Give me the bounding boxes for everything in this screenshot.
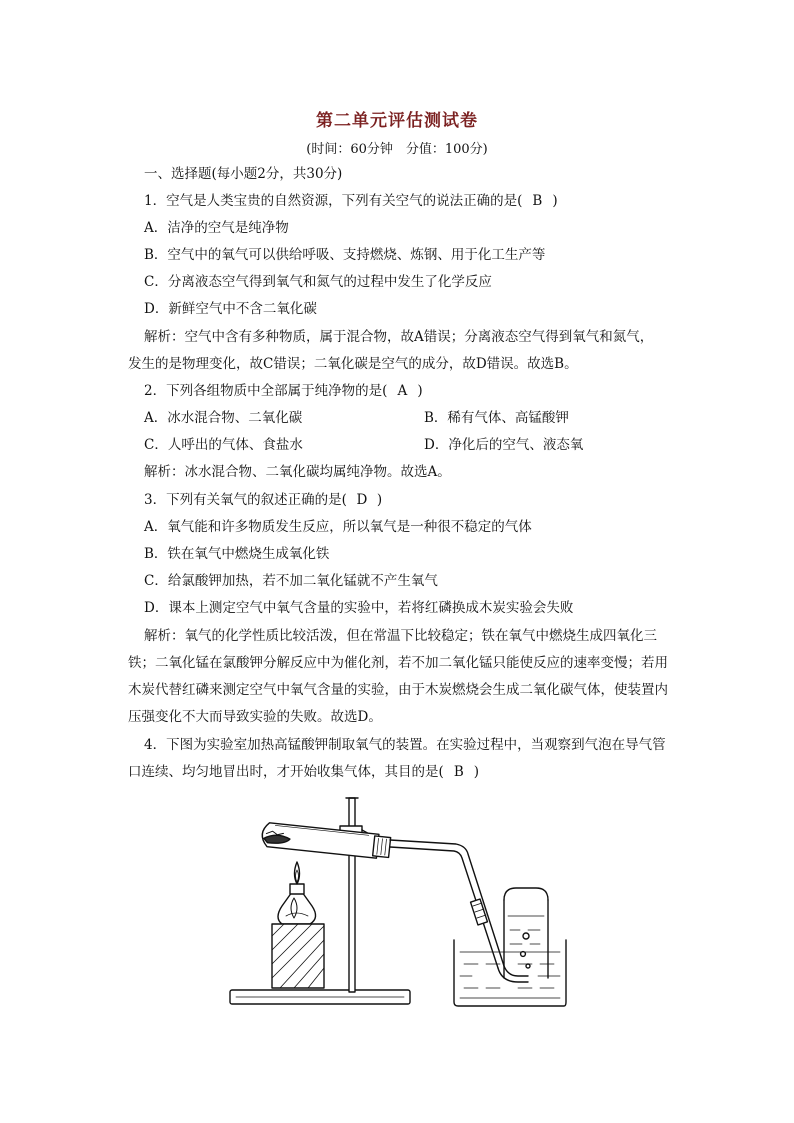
question-3-option-b: B．铁在氧气中燃烧生成氧化铁 [144, 546, 330, 562]
question-3-option-c: C．给氯酸钾加热，若不加二氧化锰就不产生氧气 [144, 573, 438, 589]
question-2-option-a: A．冰水混合物、二氧化碳 [144, 410, 303, 426]
question-1-option-a: A．洁净的空气是纯净物 [144, 220, 289, 236]
oxygen-preparation-apparatus-icon [228, 790, 568, 1010]
question-answer: B [532, 193, 543, 209]
question-1-option-d: D．新鲜空气中不含二氧化碳 [144, 301, 317, 317]
question-3-analysis-line: 解析：氧气的化学性质比较活泼，但在常温下比较稳定；铁在氧气中燃烧生成四氧化三 [144, 628, 657, 644]
question-answer: A [397, 383, 408, 399]
question-answer: B [453, 764, 464, 780]
question-3-option-d: D．课本上测定空气中氧气含量的实验中，若将红磷换成木炭实验会失败 [144, 600, 574, 616]
page-title: 第二单元评估测试卷 [316, 111, 478, 131]
question-2-option-b: B．稀有气体、高锰酸钾 [424, 410, 569, 426]
question-1-option-b: B．空气中的氧气可以供给呼吸、支持燃烧、炼钢、用于化工生产等 [144, 247, 546, 263]
question-stem-text: 口连续、均匀地冒出时，才开始收集气体，其目的是( [128, 764, 444, 780]
question-close: ) [417, 383, 423, 399]
question-1-option-c: C．分离液态空气得到氧气和氮气的过程中发生了化学反应 [144, 274, 492, 290]
question-1-analysis-line: 解析：空气中含有多种物质，属于混合物，故A错误；分离液态空气得到氧气和氮气， [144, 329, 654, 345]
question-3-stem [144, 490, 382, 510]
question-3-analysis-line: 木炭代替红磷来测定空气中氧气含量的实验，由于木炭燃烧会生成二氧化碳气体，使装置内 [128, 682, 668, 698]
question-3-analysis-line: 铁；二氧化锰在氯酸钾分解反应中为催化剂，若不加二氧化锰只能使反应的速率变慢；若用 [128, 655, 668, 671]
question-close: ) [473, 764, 480, 780]
question-2-stem [144, 381, 423, 401]
exam-time-score: (时间：60分钟 分值：100分) [306, 142, 488, 157]
question-1-stem [144, 191, 558, 211]
question-4-stem-line [128, 762, 479, 782]
section-heading: 一、选择题(每小题2分，共30分) [144, 166, 343, 182]
question-answer: D [356, 492, 368, 508]
question-stem-text: 3．下列有关氧气的叙述正确的是( [144, 492, 347, 508]
question-2-option-d: D．净化后的空气、液态氧 [424, 437, 584, 453]
question-stem-text: 2．下列各组物质中全部属于纯净物的是( [144, 383, 388, 399]
question-3-option-a: A．氧气能和许多物质发生反应，所以氧气是一种很不稳定的气体 [144, 519, 532, 535]
question-close: ) [376, 492, 383, 508]
question-1-analysis-line: 发生的是物理变化，故C错误；二氧化碳是空气的成分，故D错误。故选B。 [128, 356, 578, 372]
question-4-stem-line: 4．下图为实验室加热高锰酸钾制取氧气的装置。在实验过程中，当观察到气泡在导气管 [144, 737, 666, 753]
question-3-analysis-line: 压强变化不大而导致实验的失败。故选D。 [128, 709, 382, 725]
question-stem-text: 1．空气是人类宝贵的自然资源，下列有关空气的说法正确的是( [144, 193, 523, 209]
question-close: ) [552, 193, 558, 209]
question-2-option-c: C．人呼出的气体、食盐水 [144, 437, 303, 453]
question-2-analysis-line: 解析：冰水混合物、二氧化碳均属纯净物。故选A。 [144, 464, 451, 480]
